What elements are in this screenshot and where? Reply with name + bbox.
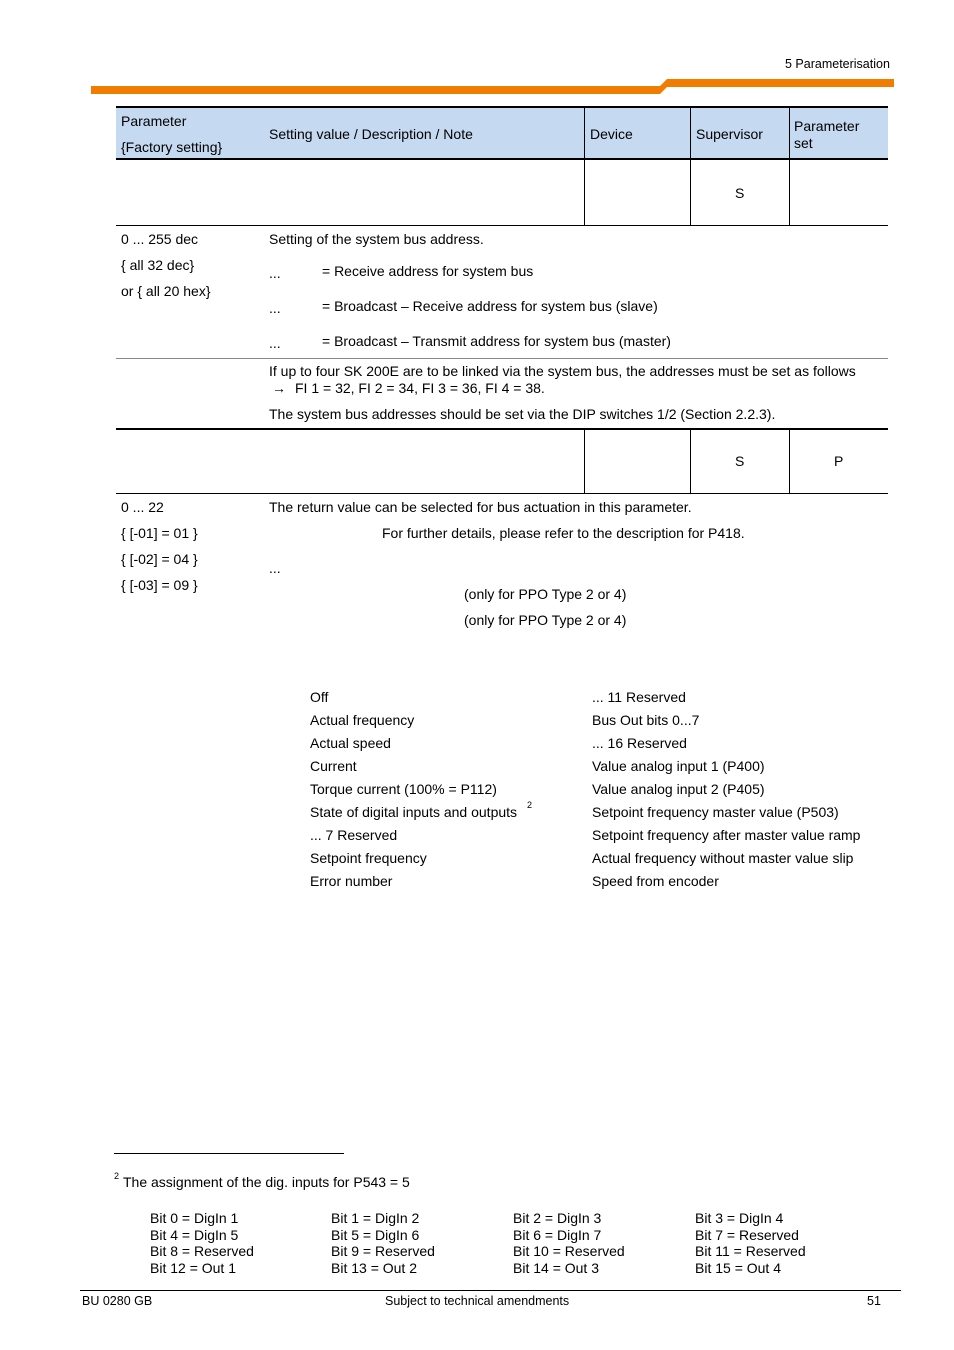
bit-cell: Bit 12 = Out 1 [150, 1260, 236, 1276]
row2-supervisor: S [735, 453, 745, 469]
row1-note-1: If up to four SK 200E are to be linked via the system bus, the addresses must be set as follows [269, 363, 856, 379]
row-separator [116, 428, 888, 430]
row2-ppo-note: (only for PPO Type 2 or 4) [464, 586, 627, 602]
footnote-marker: 2 [114, 1171, 120, 1181]
row1-item-text: = Broadcast – Receive address for system bus (slave) [322, 298, 658, 314]
row-divider [789, 160, 790, 225]
function-item: Actual frequency without master value slip [592, 850, 854, 866]
function-item: Setpoint frequency [310, 850, 427, 866]
footer-rule [80, 1290, 901, 1291]
row-separator [116, 493, 888, 494]
bit-cell: Bit 1 = DigIn 2 [331, 1210, 420, 1226]
arrow-icon: → [272, 380, 286, 396]
row2-range: 0 ... 22 [121, 499, 164, 515]
row1-item-text: = Receive address for system bus [322, 263, 534, 279]
header-device: Device [590, 126, 633, 142]
row-divider [584, 160, 585, 225]
function-item: Speed from encoder [592, 873, 719, 889]
row2-parameter-set: P [834, 453, 844, 469]
bit-cell: Bit 0 = DigIn 1 [150, 1210, 239, 1226]
function-item: ... 16 Reserved [592, 735, 687, 751]
header-parameter: Parameter [121, 113, 187, 129]
header-supervisor: Supervisor [696, 126, 763, 142]
bit-cell: Bit 10 = Reserved [513, 1243, 625, 1259]
function-item: Torque current (100% = P112) [310, 781, 497, 797]
header-divider [584, 106, 585, 160]
page-number: 51 [867, 1294, 881, 1308]
bit-cell: Bit 3 = DigIn 4 [695, 1210, 784, 1226]
bit-cell: Bit 5 = DigIn 6 [331, 1227, 420, 1243]
row-divider [584, 429, 585, 493]
row2-dots: ... [269, 560, 281, 576]
row1-item-text: = Broadcast – Transmit address for system bus (master) [322, 333, 671, 349]
row-separator [116, 225, 888, 226]
function-item: Current [310, 758, 357, 774]
row-divider [690, 429, 691, 493]
row-divider [789, 429, 790, 493]
header-accent-bar [0, 0, 954, 100]
row1-item-dots: ... [269, 265, 281, 281]
row1-note-3: The system bus addresses should be set via the DIP switches 1/2 (Section 2.2.3). [269, 406, 776, 422]
header-factory-setting: {Factory setting} [121, 139, 223, 155]
table-header [116, 106, 888, 160]
row1-item-dots: ... [269, 300, 281, 316]
row2-factory-3: { [-03] = 09 } [121, 577, 198, 593]
footnote-marker: 2 [527, 800, 533, 810]
row1-factory-2: or { all 20 hex} [121, 283, 211, 299]
section-title: 5 Parameterisation [785, 57, 890, 71]
row1-description: Setting of the system bus address. [269, 231, 484, 247]
function-item: Bus Out bits 0...7 [592, 712, 700, 728]
footer-notice: Subject to technical amendments [385, 1294, 570, 1308]
function-item: Setpoint frequency after master value ramp [592, 827, 861, 843]
bit-cell: Bit 14 = Out 3 [513, 1260, 599, 1276]
row1-factory-1: { all 32 dec} [121, 257, 195, 273]
header-divider [690, 106, 691, 160]
function-item: Error number [310, 873, 393, 889]
row2-factory-2: { [-02] = 04 } [121, 551, 198, 567]
footer-doc-id: BU 0280 GB [82, 1294, 153, 1308]
bit-cell: Bit 9 = Reserved [331, 1243, 435, 1259]
row1-supervisor: S [735, 185, 745, 201]
row1-range: 0 ... 255 dec [121, 231, 199, 247]
bit-cell: Bit 8 = Reserved [150, 1243, 254, 1259]
row-divider [690, 160, 691, 225]
bit-cell: Bit 7 = Reserved [695, 1227, 799, 1243]
header-setting: Setting value / Description / Note [269, 126, 473, 142]
row1-item-dots: ... [269, 335, 281, 351]
bit-cell: Bit 15 = Out 4 [695, 1260, 781, 1276]
footnote-rule [114, 1153, 344, 1154]
bit-cell: Bit 2 = DigIn 3 [513, 1210, 602, 1226]
function-item: ... 7 Reserved [310, 827, 398, 843]
row2-details: For further details, please refer to the description for P418. [382, 525, 745, 541]
bit-cell: Bit 4 = DigIn 5 [150, 1227, 239, 1243]
header-divider [789, 106, 790, 160]
row2-description: The return value can be selected for bus actuation in this parameter. [269, 499, 692, 515]
bit-cell: Bit 11 = Reserved [695, 1243, 806, 1259]
header-parameter-set: Parameter [794, 118, 860, 134]
function-item: Actual speed [310, 735, 391, 751]
function-item: Value analog input 2 (P405) [592, 781, 765, 797]
function-item: Off [310, 689, 329, 705]
header-parameter-set-2: set [794, 135, 813, 151]
footnote-text: The assignment of the dig. inputs for P543 = 5 [123, 1174, 410, 1190]
row2-factory-1: { [-01] = 01 } [121, 525, 198, 541]
function-item: ... 11 Reserved [592, 689, 686, 705]
row1-note-2: FI 1 = 32, FI 2 = 34, FI 3 = 36, FI 4 = 38. [295, 380, 545, 396]
function-item: Value analog input 1 (P400) [592, 758, 765, 774]
note-separator [116, 358, 888, 359]
function-item: State of digital inputs and outputs [310, 804, 518, 820]
bit-cell: Bit 6 = DigIn 7 [513, 1227, 602, 1243]
function-item: Actual frequency [310, 712, 415, 728]
bit-cell: Bit 13 = Out 2 [331, 1260, 417, 1276]
row2-ppo-note: (only for PPO Type 2 or 4) [464, 612, 627, 628]
function-item: Setpoint frequency master value (P503) [592, 804, 839, 820]
